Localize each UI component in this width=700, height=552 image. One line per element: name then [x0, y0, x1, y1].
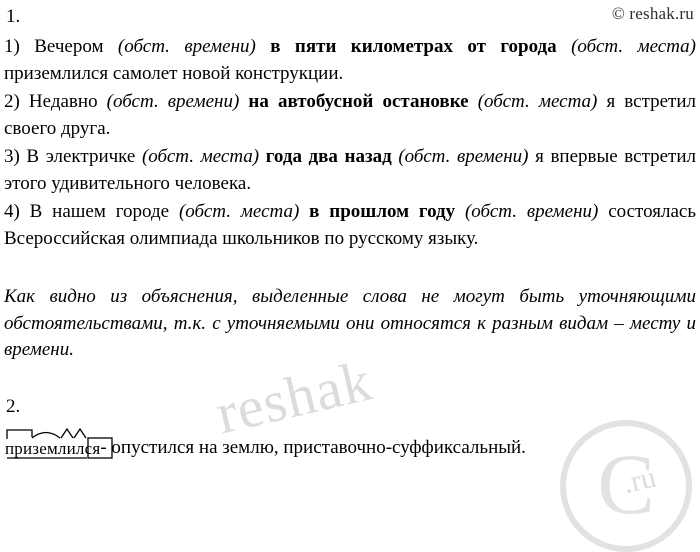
sentence-4-text-2: состоялась Всероссийская олимпиада школьников по русскому языку. — [4, 201, 696, 249]
sentence-2-text-1: 2) Недавно — [4, 91, 107, 112]
sentence-2-highlight: на автобусной остановке — [248, 91, 469, 112]
sentence-1-space-1 — [256, 36, 270, 57]
morphemic-analysis-line — [5, 426, 698, 462]
sentence-4-highlight: в прошлом году — [309, 201, 456, 222]
sentence-4-marker-2: (обст. времени) — [464, 201, 599, 222]
watermark-ru: .ru — [620, 460, 660, 501]
sentence-1-marker-1: (обст. времени) — [117, 36, 256, 57]
sentence-2-space-2 — [469, 91, 478, 112]
sentence-2-marker-1: (обст. времени) — [106, 91, 240, 112]
sentence-4 — [4, 199, 698, 252]
sentence-2-text-2: я встретил своего друга. — [4, 91, 697, 139]
sentence-2-marker-2: (обст. места) — [477, 91, 598, 112]
sentence-1-text-2: приземлился самолет новой конструкции. — [4, 62, 344, 84]
sentence-1-highlight: в пяти километрах от города — [270, 36, 557, 57]
watermark-top-right: © reshak.ru — [611, 4, 694, 23]
analysis-word: приземлился — [5, 438, 101, 458]
sentence-3 — [4, 144, 698, 197]
section-spacer — [2, 364, 698, 394]
sentence-4-space-2 — [455, 201, 465, 222]
exercise-1-number: 1. — [6, 6, 21, 27]
morphemic-word — [5, 426, 100, 462]
sentence-1-text-1: 1) Вечером — [4, 36, 118, 57]
conclusion-paragraph: Как видно из объяснения, выделенные слова не могут быть уточняющими обстоятельствами, т.к. с уточняемыми они относятся к разным видам – месту и времени. — [4, 286, 696, 360]
sentence-3-space-1 — [259, 146, 266, 167]
sentence-3-marker-2: (обст. времени) — [398, 146, 529, 167]
watermark-big: reshak — [210, 347, 379, 447]
sentence-3-highlight: года два назад — [265, 146, 392, 167]
paragraph-spacer — [2, 254, 698, 284]
analysis-explanation: - опустился на землю, приставочно-суффиксальный. — [100, 436, 526, 458]
sentence-4-space-1 — [299, 201, 309, 222]
sentence-1 — [4, 34, 698, 87]
sentence-3-text-1: 3) В электричке — [4, 146, 142, 167]
sentence-4-marker-1: (обст. места) — [178, 201, 300, 222]
sentence-3-text-2: я впервые встретил этого удивительного человека. — [4, 146, 697, 194]
sentence-1-space-2 — [557, 36, 571, 57]
exercise-2-number: 2. — [6, 395, 21, 417]
sentence-1-marker-2: (обст. места) — [571, 36, 697, 57]
sentence-2 — [4, 89, 698, 142]
sentence-3-marker-1: (обст. места) — [141, 146, 260, 167]
sentence-4-text-1: 4) В нашем городе — [4, 201, 179, 222]
